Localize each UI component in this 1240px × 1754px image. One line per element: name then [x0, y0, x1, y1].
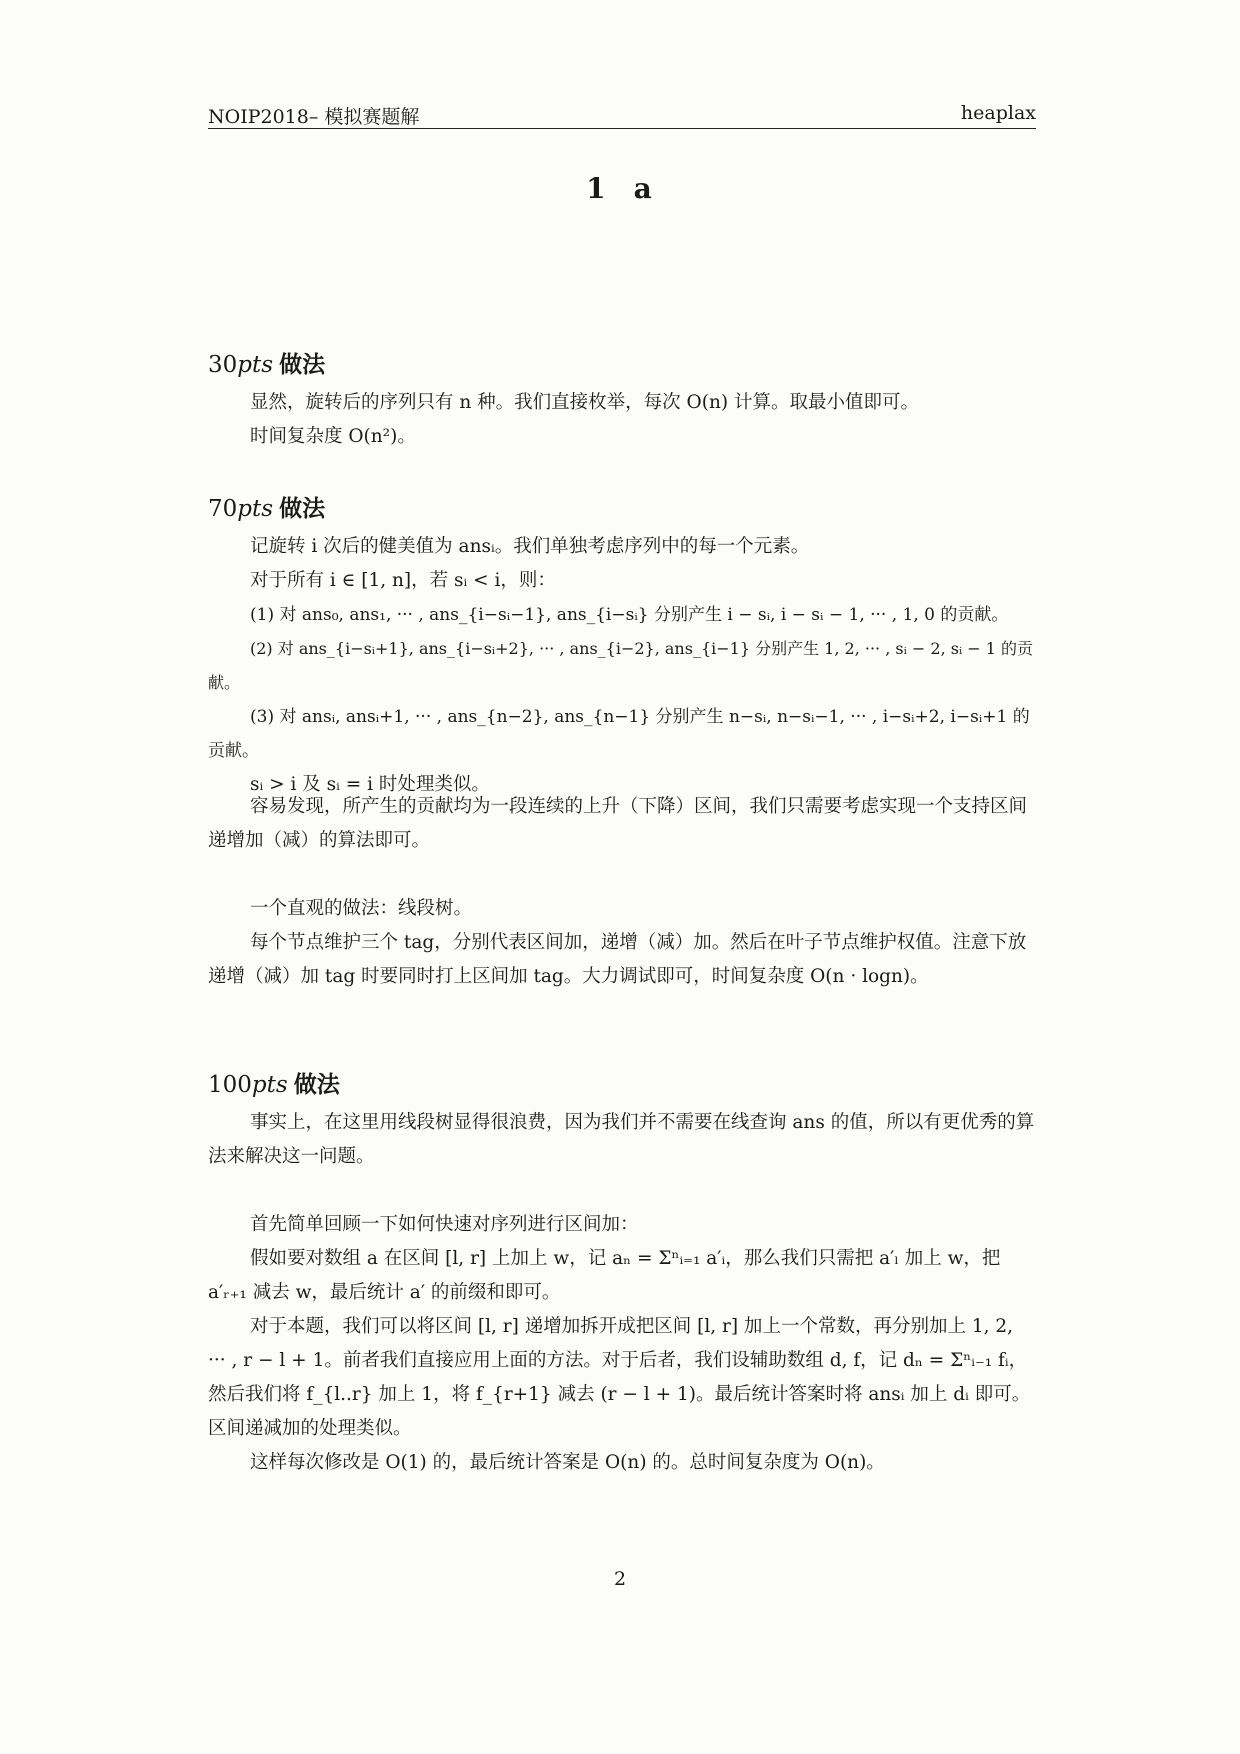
- paragraph: 显然，旋转后的序列只有 n 种。我们直接枚举，每次 O(n) 计算。取最小值即可。: [250, 392, 919, 413]
- paragraph: (1) 对 ans₀, ans₁, ··· , ans_{i−sᵢ−1}, ans_{i−sᵢ} 分别产生 i − sᵢ, i − sᵢ − 1, ··· , 1, 0 的贡献。: [250, 605, 1009, 625]
- paragraph: 事实上，在这里用线段树显得很浪费，因为我们并不需要在线查询 ans 的值，所以有更优秀的算法来解决这一问题。: [208, 1112, 1035, 1167]
- section-70pts-note: [208, 790, 1036, 858]
- heading-30pts: 30pts 做法: [208, 352, 326, 378]
- paragraph: (2) 对 ans_{i−sᵢ+1}, ans_{i−sᵢ+2}, ··· , ans_{i−2}, ans_{i−1} 分别产生 1, 2, ··· , sᵢ − 2, sᵢ − 1 的贡献。: [208, 639, 1034, 692]
- paragraph: 对于本题，我们可以将区间 [l, r] 递增加拆开成把区间 [l, r] 加上一个常数，再分别加上 1, 2, ··· , r − l + 1。前者我们直接应用上面的方法。对于后者，我们设辅助数组 d, f，记 dₙ = Σⁿᵢ₋₁ fᵢ，然后我们将 f_{l..r} 加上 1，将 f_{r+1} 减去 (r − l + 1)。最后统计答案时将 ansᵢ 加上 dᵢ 即可。区间递减加的处理类似。: [208, 1316, 1031, 1439]
- section-70pts-body: [208, 530, 1036, 802]
- paragraph: (3) 对 ansᵢ, ansᵢ+1, ··· , ans_{n−2}, ans_{n−1} 分别产生 n−sᵢ, n−sᵢ−1, ··· , i−sᵢ+2, i−sᵢ+1 的贡献。: [208, 707, 1030, 761]
- paragraph: 记旋转 i 次后的健美值为 ansᵢ。我们单独考虑序列中的每一个元素。: [250, 536, 810, 557]
- header-author: heaplax: [960, 102, 1036, 124]
- paragraph: 这样每次修改是 O(1) 的，最后统计答案是 O(n) 的。总时间复杂度为 O(n)。: [250, 1452, 885, 1473]
- section-100pts-body: [208, 1208, 1036, 1480]
- section-name: a: [633, 172, 654, 205]
- paragraph: 每个节点维护三个 tag，分别代表区间加，递增（减）加。然后在叶子节点维护权值。注意下放递增（减）加 tag 时要同时打上区间加 tag。大力调试即可，时间复杂度 O(n · logn)。: [208, 932, 1027, 987]
- section-number: 1: [586, 172, 608, 205]
- paragraph: 对于所有 i ∈ [1, n]，若 sᵢ < i，则：: [250, 570, 556, 591]
- header-title: NOIP2018– 模拟赛题解: [208, 106, 420, 128]
- section-70pts-segment-tree: [208, 892, 1036, 994]
- paragraph: 一个直观的做法：线段树。: [250, 898, 473, 919]
- section-30pts-body: [208, 386, 1036, 454]
- heading-70pts: 70pts 做法: [208, 496, 326, 522]
- section-title: [0, 172, 1240, 205]
- heading-100pts: 100pts 做法: [208, 1072, 340, 1098]
- paragraph: sᵢ > i 及 sᵢ = i 时处理类似。: [250, 774, 490, 795]
- page-number: 2: [613, 1568, 627, 1590]
- paragraph: 假如要对数组 a 在区间 [l, r] 上加上 w，记 aₙ = Σⁿᵢ₌₁ a′ᵢ，那么我们只需把 a′ₗ 加上 w，把 a′ᵣ₊₁ 减去 w，最后统计 a′ 的前缀和即可。: [208, 1248, 1001, 1303]
- paragraph: 容易发现，所产生的贡献均为一段连续的上升（下降）区间，我们只需要考虑实现一个支持区间递增加（减）的算法即可。: [208, 796, 1028, 851]
- section-100pts-intro: [208, 1106, 1036, 1174]
- paragraph: 首先简单回顾一下如何快速对序列进行区间加：: [250, 1214, 639, 1235]
- running-header: [208, 100, 1036, 129]
- paragraph: 时间复杂度 O(n²)。: [250, 426, 416, 447]
